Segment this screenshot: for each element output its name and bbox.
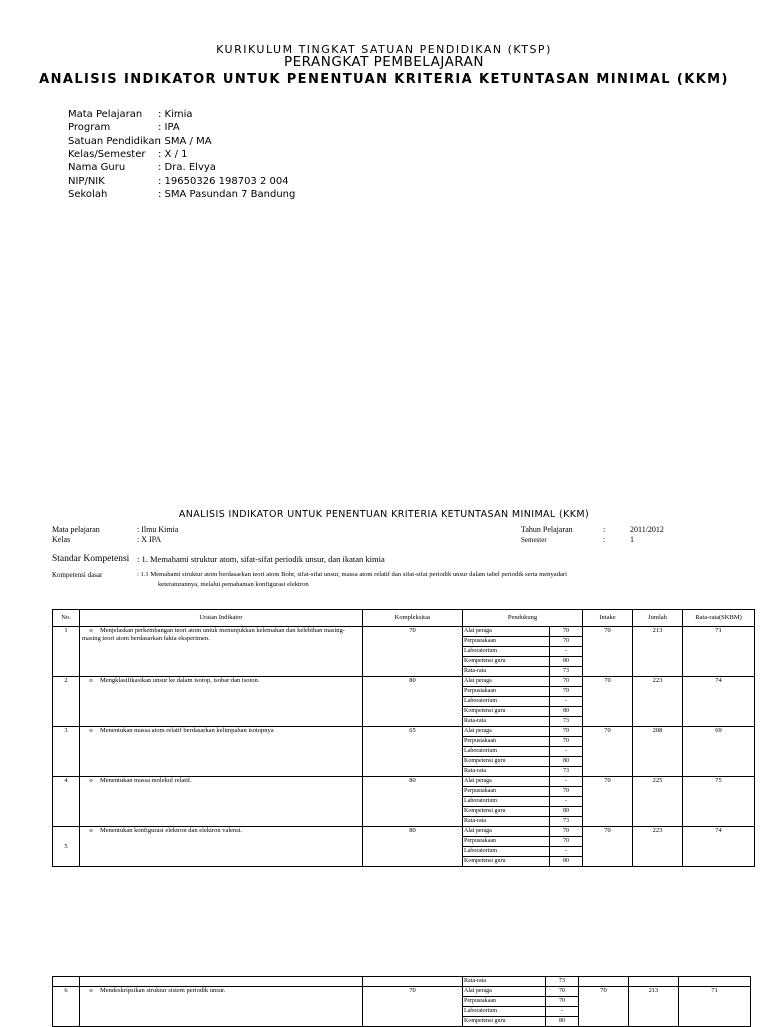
pendukung-value: 70 [550, 677, 583, 687]
pendukung-value: 70 [546, 997, 579, 1007]
pendukung-label: Laboratorium [463, 1007, 546, 1017]
empty-cell [579, 977, 629, 987]
info-row [68, 175, 289, 188]
pendukung-cell [463, 827, 583, 867]
tahun-value: 2011/2012 [630, 525, 664, 534]
pendukung-cell [463, 627, 583, 677]
pendukung-list [463, 827, 582, 866]
table-row [53, 727, 755, 777]
pendukung-item [463, 627, 582, 637]
bullet-icon: o [89, 677, 93, 684]
pendukung-value: 73 [550, 817, 583, 827]
tahun-colon: : [603, 525, 606, 534]
bullet-icon: o [89, 627, 93, 634]
pendukung-item [463, 837, 582, 847]
pendukung-label: Rata-rata [464, 668, 486, 674]
pendukung-item [463, 1007, 578, 1017]
info-row [68, 148, 188, 161]
pendukung-value: 80 [546, 1017, 579, 1027]
info-row [68, 121, 180, 134]
pendukung-item [463, 807, 582, 817]
pendukung-item [463, 987, 578, 997]
pendukung-label: Kompetensi guru [463, 657, 550, 667]
pendukung-value: - [550, 847, 583, 857]
jumlah-value: 223 [633, 827, 683, 867]
pendukung-value: 70 [550, 627, 583, 637]
kkm-table-continued [52, 976, 751, 1027]
bullet-icon: o [89, 827, 93, 834]
pendukung-label: Alat peraga [463, 677, 550, 687]
standar-kompetensi-label: Standar Kompetensi [52, 554, 130, 564]
kompleksitas-value: 70 [363, 627, 463, 677]
indikator-text: Mengklasifikasikan unsur ke dalam isotop, isobar dan isoton. [100, 677, 260, 684]
indikator-cell [80, 827, 363, 867]
pendukung-cell [463, 777, 583, 827]
pendukung-label: Laboratorium [463, 747, 550, 757]
rata-rata-value: 71 [679, 987, 751, 1027]
pendukung-label: Kompetensi guru [464, 858, 506, 864]
info-row [68, 161, 216, 174]
pendukung-label: Perpustakaan [463, 737, 550, 747]
pendukung-item [463, 747, 582, 757]
jumlah-value: 223 [633, 677, 683, 727]
pendukung-value: 70 [550, 837, 583, 847]
empty-cell [679, 977, 751, 987]
pendukung-value: - [550, 697, 583, 707]
tahun-label: Tahun Pelajaran [521, 525, 573, 534]
jumlah-value: 208 [633, 727, 683, 777]
pendukung-value: 70 [546, 987, 579, 997]
pendukung-value: - [550, 647, 583, 657]
pendukung-label: Perpustakaan [463, 787, 550, 797]
empty-cell [80, 977, 363, 987]
doc-header-analisis: ANALISIS INDIKATOR UNTUK PENENTUAN KRITERIA KETUNTASAN MINIMAL (KKM) [39, 72, 729, 87]
intake-value: 70 [583, 677, 633, 727]
info-value: : 19650326 198703 2 004 [158, 175, 289, 187]
pendukung-value: 73 [550, 767, 583, 777]
pendukung-value: 80 [550, 657, 583, 667]
bullet-icon: o [89, 777, 93, 784]
pendukung-list [463, 727, 582, 776]
column-header: Uraian Indikator [80, 610, 363, 627]
info-row [68, 135, 212, 148]
mata-pelajaran-value: : Ilmu Kimia [137, 525, 179, 534]
pendukung-value: - [550, 797, 583, 807]
pendukung-list [463, 987, 578, 1026]
jumlah-value: 213 [633, 627, 683, 677]
pendukung-list [463, 777, 582, 826]
rata-rata-value: 74 [683, 677, 755, 727]
indikator-text: Mendeskripsikan struktur sistem periodik unsur. [100, 987, 226, 994]
pendukung-label: Kompetensi guru [463, 757, 550, 767]
table-row [53, 987, 751, 1027]
pendukung-item [463, 827, 582, 837]
kompetensi-dasar-value-2: keteraturannya, melalui pemahaman konfigurasi elektron [158, 581, 309, 588]
column-header: No. [53, 610, 80, 627]
pendukung-item [463, 737, 582, 747]
info-value: : X / 1 [158, 148, 188, 160]
kompetensi-dasar-label: Kompetensi dasar [52, 571, 103, 579]
info-label: Mata Pelajaran [68, 109, 143, 120]
pendukung-value: 73 [546, 977, 579, 986]
pendukung-value: 80 [550, 857, 583, 867]
pendukung-label: Laboratorium [463, 847, 550, 857]
pendukung-label: Perpustakaan [463, 687, 550, 697]
table-row [53, 677, 755, 727]
row-number: 3 [53, 727, 80, 777]
indikator-cell [80, 777, 363, 827]
pendukung-value: 70 [550, 727, 583, 737]
pendukung-label: Rata-rata [464, 978, 486, 984]
indikator-text: Menentukan konfigurasi elektron dan elektron valensi. [100, 827, 243, 834]
kompleksitas-value: 80 [363, 677, 463, 727]
pendukung-value: - [550, 747, 583, 757]
pendukung-item [463, 707, 582, 717]
pendukung-label: Laboratorium [463, 797, 550, 807]
indikator-text: Menjelaskan perkembangan teori atom untuk menunjukkan kelemahan dan kelebihan masing-masing teori atom berdasarkan fakta eksperimen. [82, 627, 345, 642]
pendukung-cell [463, 977, 579, 987]
semester-label: Semester [521, 536, 547, 544]
empty-cell [53, 977, 80, 987]
column-header: Kompleksitas [363, 610, 463, 627]
doc-header-perangkat: PERANGKAT PEMBELAJARAN [284, 54, 484, 70]
intake-value: 70 [583, 777, 633, 827]
pendukung-list [463, 677, 582, 726]
table-body [53, 627, 755, 867]
row-number: 2 [53, 677, 80, 727]
jumlah-value: 225 [633, 777, 683, 827]
pendukung-label: Rata-rata [464, 768, 486, 774]
intake-value: 70 [583, 727, 633, 777]
standar-kompetensi-value: : 1. Memahami struktur atom, sifat-sifat periodik unsur, dan ikatan kimia [137, 554, 385, 564]
info-label: Satuan Pendidikan [68, 135, 161, 147]
rata-rata-value: 74 [683, 827, 755, 867]
jumlah-value: 213 [629, 987, 679, 1027]
pendukung-cell [463, 727, 583, 777]
pendukung-item [463, 787, 582, 797]
pendukung-item [463, 717, 582, 727]
bullet-icon: o [89, 987, 93, 994]
kompetensi-dasar-value-1: : 1.1 Memahami struktur atom berdasarkan teori atom Bohr, sifat-sifat unsur, massa atom relatif dan sifat-sifat periodik unsur dalam tabel periodik serta menyadari [137, 571, 567, 578]
pendukung-label: Perpustakaan [463, 837, 550, 847]
indikator-text: Menentukan massa molekul relatif. [100, 777, 192, 784]
kkm-table [52, 609, 755, 867]
pendukung-label: Kompetensi guru [463, 707, 550, 717]
empty-cell [629, 977, 679, 987]
pendukung-label: Kompetensi guru [464, 1018, 506, 1024]
pendukung-label: Rata-rata [464, 718, 486, 724]
pendukung-value: 70 [550, 737, 583, 747]
info-label: Kelas/Semester [68, 148, 146, 160]
pendukung-item [463, 657, 582, 667]
pendukung-label: Alat peraga [463, 727, 550, 737]
kompleksitas-value: 65 [363, 727, 463, 777]
pendukung-item [463, 857, 582, 867]
pendukung-value: - [546, 1007, 579, 1017]
continued-top-row [53, 977, 751, 987]
pendukung-value: 70 [550, 637, 583, 647]
pendukung-label: Perpustakaan [463, 997, 546, 1007]
pendukung-item [463, 647, 582, 657]
rata-rata-value: 69 [683, 727, 755, 777]
pendukung-label: Laboratorium [463, 697, 550, 707]
row-number: 1 [53, 627, 80, 677]
intake-value: 70 [583, 827, 633, 867]
pendukung-item [463, 817, 582, 827]
pendukung-value: 80 [550, 707, 583, 717]
pendukung-list [463, 627, 582, 676]
pendukung-value: 70 [550, 687, 583, 697]
pendukung-item [463, 1017, 578, 1027]
pendukung-item [463, 687, 582, 697]
pendukung-value: 80 [550, 757, 583, 767]
pendukung-label: Alat peraga [463, 987, 546, 997]
doc-header-ktsp: KURIKULUM TINGKAT SATUAN PENDIDIKAN (KTSP) [216, 43, 552, 56]
pendukung-item [463, 777, 582, 787]
kompleksitas-value: 80 [363, 827, 463, 867]
table-row [53, 627, 755, 677]
pendukung-value: 73 [550, 717, 583, 727]
pendukung-label: Perpustakaan [463, 637, 550, 647]
pendukung-item [463, 767, 582, 777]
info-label: NIP/NIK [68, 175, 105, 187]
kompleksitas-value: 70 [363, 987, 463, 1027]
pendukung-label: Laboratorium [463, 647, 550, 657]
semester-colon: : [603, 535, 606, 544]
info-value: : SMA Pasundan 7 Bandung [158, 188, 296, 200]
pendukung-item [463, 847, 582, 857]
row-number: 6 [53, 987, 80, 1027]
info-value: : Dra. Elvya [158, 162, 216, 174]
pendukung-label: Rata-rata [464, 818, 486, 824]
pendukung-label: Kompetensi guru [463, 807, 550, 817]
table-row [53, 827, 755, 867]
pendukung-cell [463, 987, 579, 1027]
empty-cell [363, 977, 463, 987]
pendukung-value: 73 [550, 667, 583, 677]
pendukung-item [463, 667, 582, 677]
pendukung-list [463, 977, 578, 986]
info-label: Sekolah [68, 188, 108, 200]
kelas-label: Kelas [52, 535, 71, 544]
pendukung-value: - [550, 777, 583, 787]
intake-value: 70 [583, 627, 633, 677]
row-number: 4 [53, 777, 80, 827]
column-header: Pendukung [463, 610, 583, 627]
info-value: : Kimia [158, 109, 193, 120]
semester-value: 1 [630, 535, 634, 544]
rata-rata-value: 75 [683, 777, 755, 827]
info-label: Program [68, 122, 111, 134]
bullet-icon: o [89, 727, 93, 734]
pendukung-value: 70 [550, 827, 583, 837]
column-header: Jumlah [633, 610, 683, 627]
table-row [53, 777, 755, 827]
pendukung-item [463, 637, 582, 647]
pendukung-item [463, 697, 582, 707]
pendukung-item [463, 757, 582, 767]
column-header: Intake [583, 610, 633, 627]
info-label: Nama Guru [68, 162, 126, 174]
pendukung-item [463, 997, 578, 1007]
pendukung-item [463, 727, 582, 737]
pendukung-item [463, 977, 578, 986]
kompleksitas-value: 80 [363, 777, 463, 827]
indikator-cell [80, 987, 363, 1027]
pendukung-item [463, 677, 582, 687]
pendukung-value: 70 [550, 787, 583, 797]
info-value: : SMA / MA [158, 135, 212, 147]
mata-pelajaran-label: Mata pelajaran [52, 525, 100, 534]
pendukung-label: Alat peraga [463, 777, 550, 787]
pendukung-label: Alat peraga [463, 827, 550, 837]
indikator-text: Menentukan massa atom relatif berdasarkan kelimpahan isotopnya [100, 727, 274, 734]
pendukung-item [463, 797, 582, 807]
table-header-row [53, 610, 755, 627]
pendukung-label: Alat peraga [463, 627, 550, 637]
rata-rata-value: 71 [683, 627, 755, 677]
info-row [68, 108, 193, 121]
pendukung-value: 80 [550, 807, 583, 817]
kelas-value: : X IPA [137, 535, 162, 544]
section-title: ANALISIS INDIKATOR UNTUK PENENTUAN KRITERIA KETUNTASAN MINIMAL (KKM) [178, 509, 590, 520]
info-value: : IPA [158, 122, 180, 134]
column-header: Rata-rata(SKBM) [683, 610, 755, 627]
row-number: 5 [53, 827, 80, 867]
indikator-cell [80, 727, 363, 777]
info-row [68, 188, 295, 201]
intake-value: 70 [579, 987, 629, 1027]
indikator-cell [80, 677, 363, 727]
indikator-cell [80, 627, 363, 677]
pendukung-cell [463, 677, 583, 727]
